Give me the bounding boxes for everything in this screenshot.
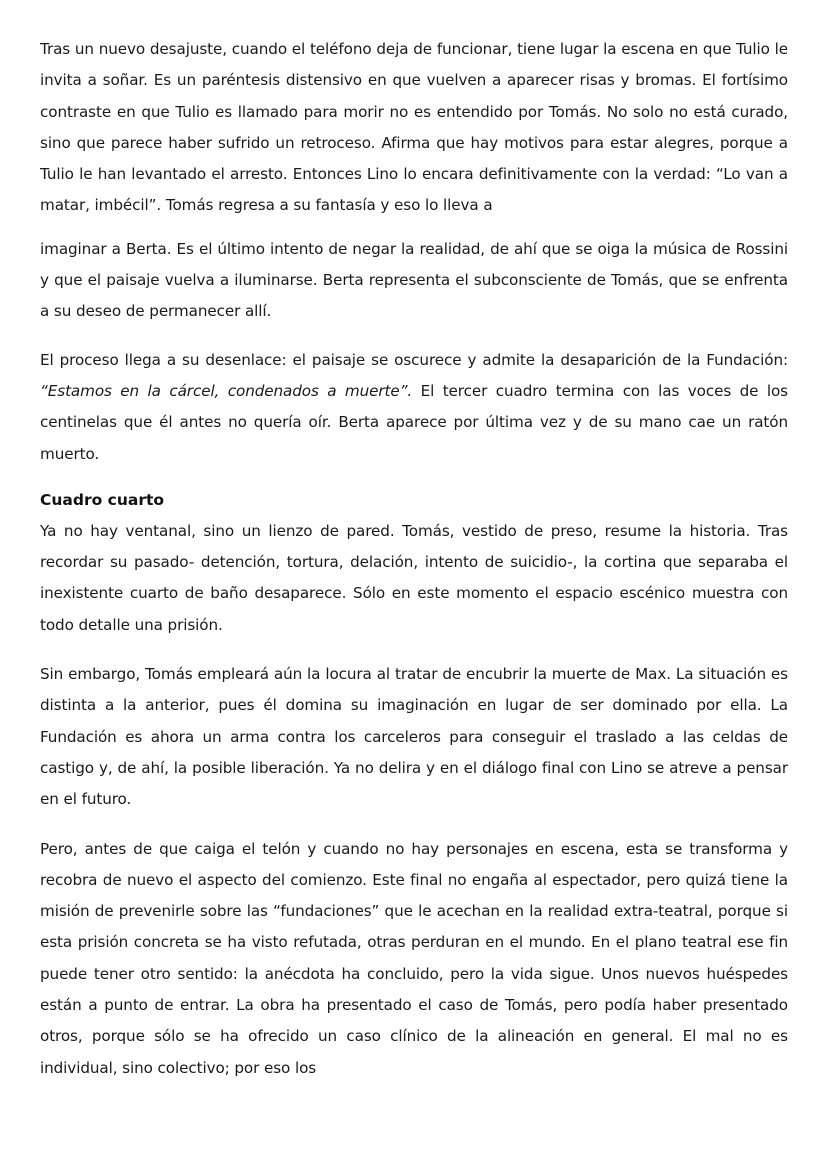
paragraph-4: Ya no hay ventanal, sino un lienzo de pared. Tomás, vestido de preso, resume la historia. Tras recordar su pasado- detención, tortura, delación, intento de suicidio-, la cortina que separaba el inexistente cuarto de baño desaparece. Sólo en este momento el espacio escénico muestra con todo detalle una prisión. [40, 521, 788, 634]
paragraph-6: Pero, antes de que caiga el telón y cuando no hay personajes en escena, esta se transforma y recobra de nuevo el aspecto del comienzo. Este final no engaña al espectador, pero quizá tiene la misión de prevenirle sobre las “fundaciones” que le acechan en la realidad extra-teatral, porque si esta prisión concreta se ha visto refutada, otras perduran en el mundo. En el plano teatral ese fin puede tener otro sentido: la anécdota ha concluido, pero la vida sigue. Unos nuevos huéspedes están a punto de entrar. La obra ha presentado el caso de Tomás, pero podía haber presentado otros, porque sólo se ha ofrecido un caso clínico de la alineación en general. El mal no es individual, sino colectivo; por eso los [40, 839, 788, 1077]
paragraph-3-quote: “Estamos en la cárcel, condenados a muerte”. [40, 381, 413, 400]
paragraph-3 [40, 345, 788, 470]
section-heading: Cuadro cuarto [40, 490, 165, 509]
paragraph-2: imaginar a Berta. Es el último intento de negar la realidad, de ahí que se oiga la música de Rossini y que el paisaje vuelva a iluminarse. Berta representa el subconsciente de Tomás, que se enfrenta a su deseo de permanecer allí. [40, 239, 788, 321]
paragraph-1: Tras un nuevo desajuste, cuando el teléfono deja de funcionar, tiene lugar la escena en que Tulio le invita a soñar. Es un paréntesis distensivo en que vuelven a aparecer risas y bromas. El fortísimo contraste en que Tulio es llamado para morir no es entendido por Tomás. No solo no está curado, sino que parece haber sufrido un retroceso. Afirma que hay motivos para estar alegres, porque a Tulio le han levantado el arresto. Entonces Lino lo encara definitivamente con la verdad: “Lo van a matar, imbécil”. Tomás regresa a su fantasía y eso lo lleva a [40, 40, 788, 215]
paragraph-3-text-before: El proceso llega a su desenlace: el paisaje se oscurece y admite la desaparición de la Fundación: [40, 350, 788, 369]
paragraph-5: Sin embargo, Tomás empleará aún la locura al tratar de encubrir la muerte de Max. La situación es distinta a la anterior, pues él domina su imaginación en lugar de ser dominado por ella. La Fundación es ahora un arma contra los carceleros para conseguir el traslado a las celdas de castigo y, de ahí, la posible liberación. Ya no delira y en el diálogo final con Lino se atreve a pensar en el futuro. [40, 665, 788, 809]
paragraph-3-text-after: El tercer cuadro termina con las voces de los centinelas que él antes no quería oír. Berta aparece por última vez y de su mano cae un ratón muerto. [40, 381, 788, 463]
